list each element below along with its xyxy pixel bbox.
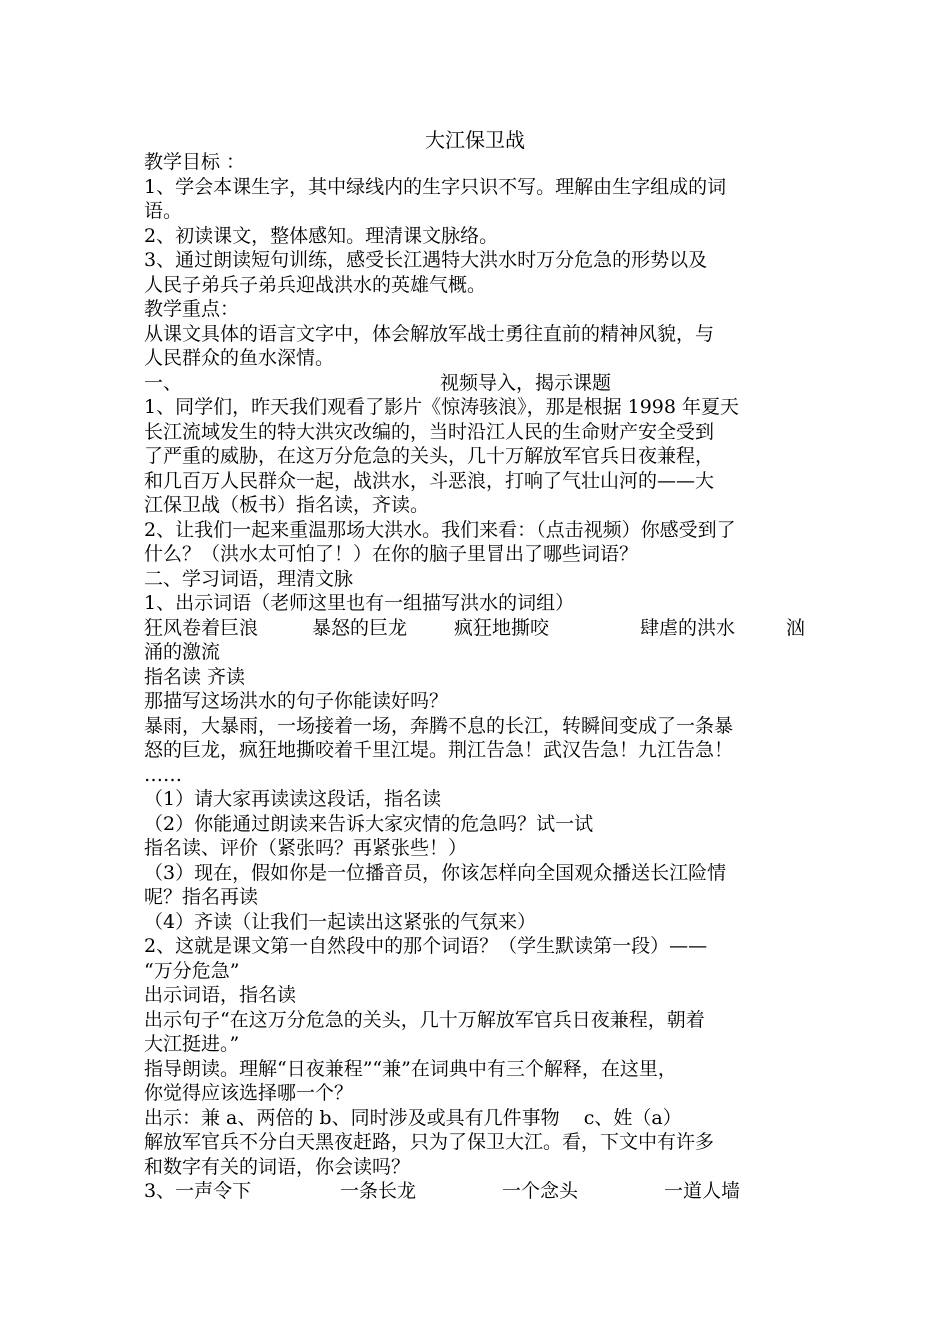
text-line: 1、学会本课生字，其中绿线内的生字只识不写。理解由生字组成的词 bbox=[144, 175, 727, 198]
text-line: 教学目标 ： bbox=[144, 151, 246, 173]
text-line: 了严重的威胁，在这万分危急的关头，几十万解放军官兵日夜兼程， bbox=[144, 445, 715, 467]
text-line: 1、同学们，昨天我们观看了影片《惊涛骇浪》，那是根据 1998 年夏天 bbox=[144, 396, 740, 418]
text-line: 指名读 齐读 bbox=[144, 665, 246, 688]
text-line: “万分危急” bbox=[144, 959, 240, 982]
phrase-item: 一条长龙 bbox=[340, 1180, 417, 1202]
text-line: 出示句子“在这万分危急的关头，几十万解放军官兵日夜兼程，朝着 bbox=[144, 1008, 705, 1031]
section-number: 一、 bbox=[144, 371, 183, 394]
text-line: 语。 bbox=[144, 200, 183, 222]
word-item: 汹 bbox=[786, 616, 806, 639]
text-line: 人民子弟兵子弟兵迎战洪水的英雄气概。 bbox=[144, 273, 487, 296]
text-line: …… bbox=[144, 763, 182, 786]
phrase-item: 3、一声令下 bbox=[144, 1180, 252, 1202]
text-line: 什么？（洪水太可怕了！）在你的脑子里冒出了哪些词语？ bbox=[144, 543, 639, 565]
text-line: 指名读、评价（紧张吗？再紧张些！） bbox=[144, 837, 468, 859]
section-heading-2: 二、学习词语，理清文脉 bbox=[144, 567, 354, 590]
phrase-item: 一个念头 bbox=[502, 1180, 579, 1202]
text-line: （2）你能通过朗读来告诉大家灾情的危急吗？试一试 bbox=[144, 812, 594, 835]
section-heading: 教学重点： bbox=[144, 298, 240, 320]
word-item: 肆虐的洪水 bbox=[640, 616, 736, 639]
text-line: 长江流域发生的特大洪灾改编的，当时沿江人民的生命财产安全受到 bbox=[144, 420, 715, 443]
word-item: 狂风卷着巨浪 bbox=[144, 616, 259, 639]
text-line: 和几百万人民群众一起，战洪水，斗恶浪，打响了气壮山河的——大 bbox=[144, 469, 715, 492]
section-title: 视频导入，揭示课题 bbox=[440, 371, 612, 394]
text-line: 指导朗读。理解“日夜兼程”“兼”在词典中有三个解释，在这里， bbox=[144, 1057, 677, 1080]
text-line: 呢？指名再读 bbox=[144, 886, 259, 908]
text-line: 从课文具体的语言文字中，体会解放军战士勇往直前的精神风貌，与 bbox=[144, 322, 715, 345]
text-line: 1、出示词语（老师这里也有一组描写洪水的词组） bbox=[144, 592, 575, 614]
text-line: 2、让我们一起来重温那场大洪水。我们来看：（点击视频）你感受到了 bbox=[144, 518, 736, 541]
text-line: 解放军官兵不分白天黑夜赶路，只为了保卫大江。看，下文中有许多 bbox=[144, 1131, 715, 1153]
phrase-item: 一道人墙 bbox=[664, 1180, 741, 1202]
text-line: 那描写这场洪水的句子你能读好吗？ bbox=[144, 690, 449, 712]
word-list bbox=[144, 616, 824, 641]
text-line: 人民群众的鱼水深情。 bbox=[144, 347, 335, 369]
word-item: 暴怒的巨龙 bbox=[312, 616, 408, 639]
phrase-list bbox=[144, 1179, 824, 1204]
text-line: 你觉得应该选择哪一个？ bbox=[144, 1082, 354, 1104]
text-line: （1）请大家再读读这段话，指名读 bbox=[144, 788, 442, 810]
text-line: （3）现在，假如你是一位播音员，你该怎样向全国观众播送长江险情 bbox=[144, 861, 727, 884]
text-line: 出示：兼 a、两倍的 b、同时涉及或具有几件事物 c、姓（a） bbox=[144, 1106, 682, 1129]
document-body bbox=[144, 150, 824, 1204]
text-line: 2、初读课文，整体感知。理清课文脉络。 bbox=[144, 224, 499, 247]
section-heading-1 bbox=[144, 371, 824, 396]
text-line: 和数字有关的词语，你会读吗？ bbox=[144, 1155, 411, 1178]
text-line: 暴雨，大暴雨，一场接着一场，奔腾不息的长江，转瞬间变成了一条暴 bbox=[144, 714, 734, 737]
text-line: 3、通过朗读短句训练，感受长江遇特大洪水时万分危急的形势以及 bbox=[144, 249, 708, 271]
document-title: 大江保卫战 bbox=[425, 128, 525, 152]
text-line: 江保卫战（板书）指名读，齐读。 bbox=[144, 494, 430, 516]
text-line: 出示词语，指名读 bbox=[144, 984, 297, 1006]
text-line: 2、这就是课文第一自然段中的那个词语？（学生默读第一段）—— bbox=[144, 935, 708, 957]
text-line: 怒的巨龙，疯狂地撕咬着千里江堤。荆江告急！武汉告急！九江告急！ bbox=[144, 739, 734, 761]
text-line: （4）齐读（让我们一起读出这紧张的气氛来） bbox=[144, 910, 537, 933]
word-item: 疯狂地撕咬 bbox=[454, 616, 550, 639]
text-line: 大江挺进。” bbox=[144, 1033, 240, 1055]
text-line: 涌的激流 bbox=[144, 641, 221, 663]
